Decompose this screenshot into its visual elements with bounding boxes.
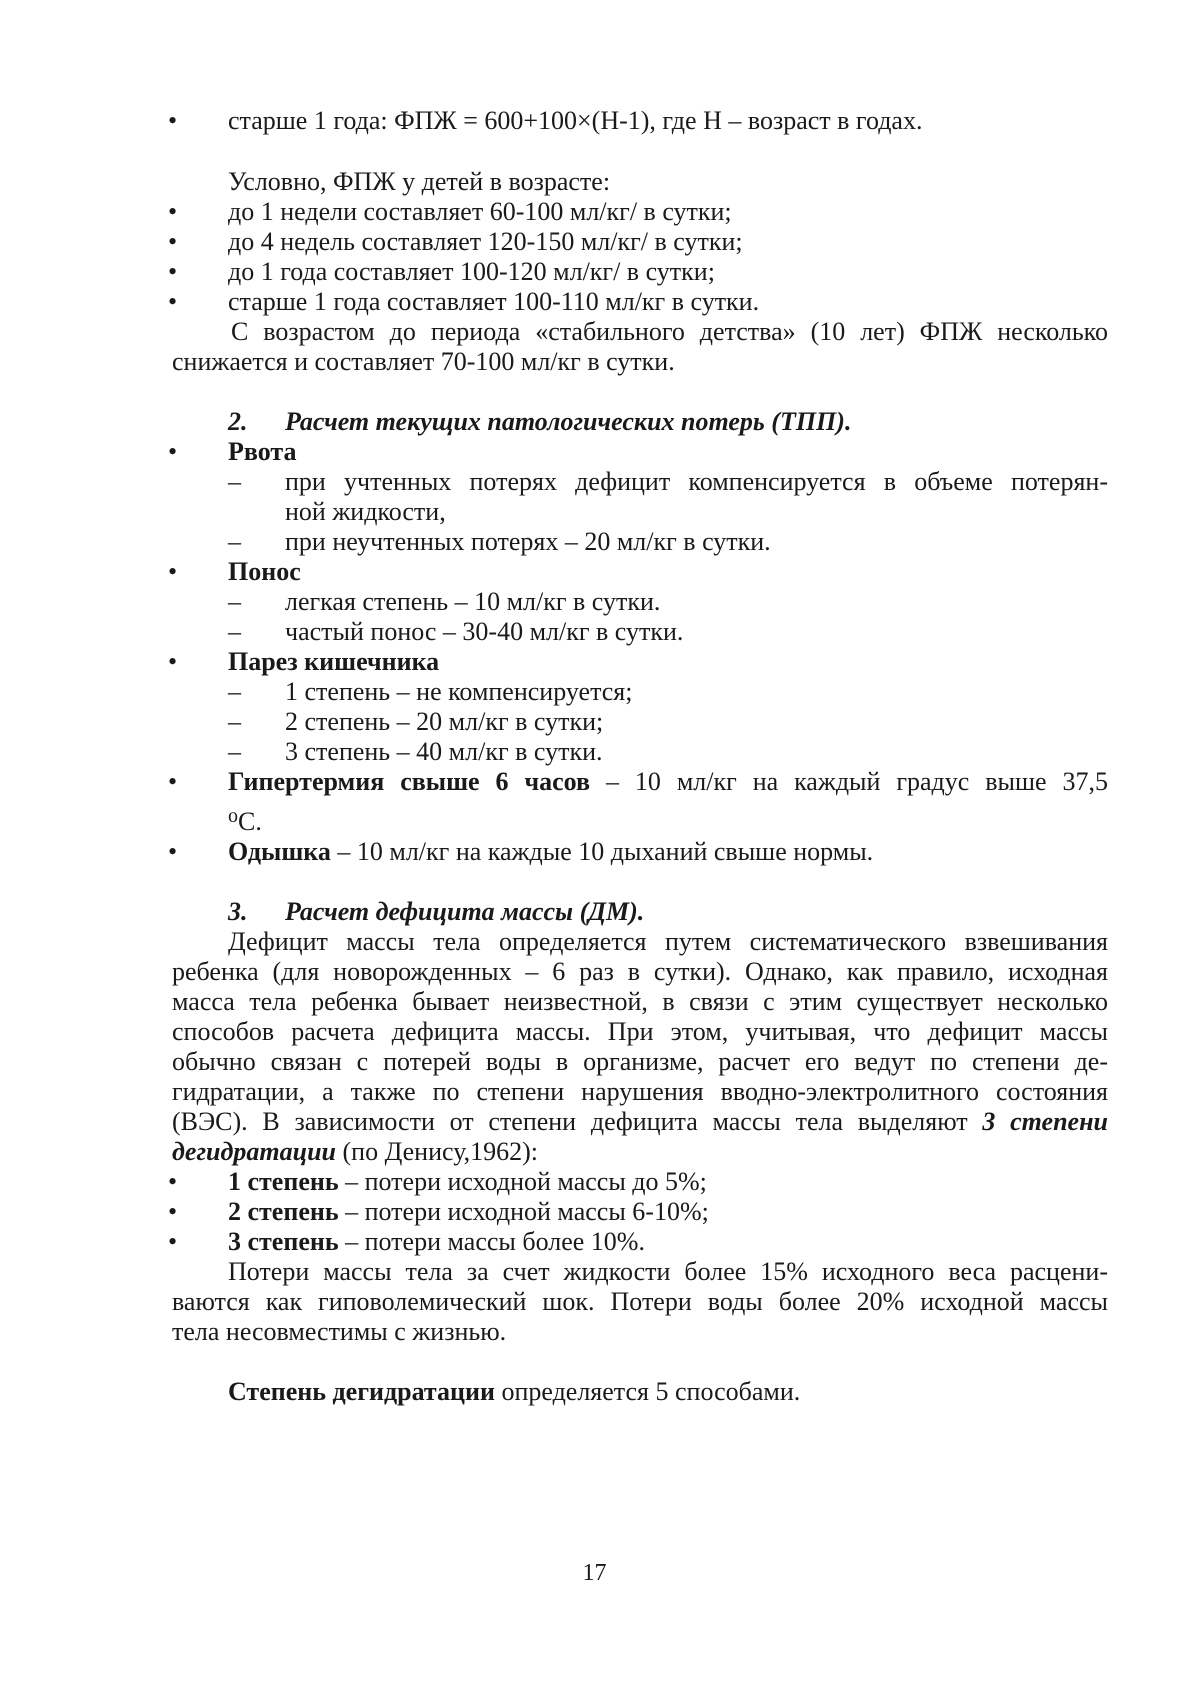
emphasis-text: дегидратации: [172, 1137, 336, 1166]
dash-icon: –: [228, 617, 241, 646]
loss-label: Парез кишечника: [228, 647, 440, 676]
degree-label: 1 степень: [228, 1167, 339, 1196]
sub-item-text: 2 степень – 20 мл/кг в сутки;: [285, 707, 604, 736]
paragraph-line: тела несовместимы с жизнью.: [172, 1317, 507, 1346]
bullet-icon: •: [168, 557, 178, 586]
loss-label: Гипертермия свыше 6 часов: [228, 767, 591, 796]
dash-icon: –: [228, 707, 241, 736]
bullet-icon: •: [168, 106, 178, 135]
bullet-icon: •: [168, 647, 178, 676]
paragraph-line: снижается и составляет 70-100 мл/кг в сутки.: [172, 347, 675, 376]
degree-unit: С.: [238, 807, 262, 836]
paragraph-text: Дефицит массы тела определяется путем систематического взвешивания: [228, 927, 1108, 956]
paragraph-text: гидратации, а также по степени нарушения вводно-электролитного состояния: [172, 1077, 1108, 1106]
section-number: 2.: [228, 407, 248, 436]
bullet-icon: •: [168, 197, 178, 226]
loss-label: Рвота: [228, 437, 297, 466]
dyspnea-text: [228, 836, 873, 868]
bullet-icon: •: [168, 227, 178, 256]
temperature-unit: [228, 800, 262, 838]
degree-label: 2 степень: [228, 1197, 339, 1226]
age-text: до 4 недель составляет 120-150 мл/кг/ в сутки;: [228, 227, 743, 256]
paragraph-line: [172, 1136, 538, 1168]
loss-description: – 10 мл/кг на каждые 10 дыханий свыше нормы.: [330, 837, 874, 866]
sub-item-text: 1 степень – не компенсируется;: [285, 677, 633, 706]
dash-icon: –: [228, 527, 241, 556]
dash-icon: –: [228, 677, 241, 706]
section-title: Расчет дефицита массы (ДМ).: [285, 897, 645, 926]
loss-description: – 10 мл/кг на каждый градус выше 37,5: [590, 767, 1108, 796]
sub-item-text: при неучтенных потерях – 20 мл/кг в сутки.: [285, 527, 771, 556]
paragraph-line: С возрастом до периода «стабильного детства» (10 лет) ФПЖ несколько: [231, 317, 1108, 346]
bullet-icon: •: [168, 837, 178, 866]
methods-label: Степень дегидратации: [228, 1377, 495, 1406]
paragraph-text: ребенка (для новорожденных – 6 раз в сутки). Однако, как правило, исходная: [172, 957, 1108, 986]
degree-label: 3 степень: [228, 1227, 339, 1256]
age-text: до 1 недели составляет 60-100 мл/кг/ в сутки;: [228, 197, 732, 226]
sub-item-text: 3 степень – 40 мл/кг в сутки.: [285, 737, 603, 766]
paragraph-text: [172, 1106, 1108, 1138]
emphasis-text: 3 степени: [982, 1107, 1108, 1136]
paragraph-text: Потери массы тела за счет жидкости более 15% исходного веса расцени-: [228, 1257, 1108, 1286]
dash-icon: –: [228, 737, 241, 766]
section-number: 3.: [228, 897, 248, 926]
degree-text: – потери исходной массы до 5%;: [338, 1167, 707, 1196]
dash-icon: –: [228, 467, 241, 496]
degree-text: – потери исходной массы 6-10%;: [338, 1197, 709, 1226]
paragraph-text: обычно связан с потерей воды в организме, расчет его ведут по степени де-: [172, 1047, 1108, 1076]
sub-item-text: ной жидкости,: [285, 497, 446, 526]
bullet-icon: •: [168, 437, 178, 466]
sub-item-text: легкая степень – 10 мл/кг в сутки.: [285, 587, 661, 616]
paragraph-text: ваются как гиповолемический шок. Потери воды более 20% исходной массы: [172, 1287, 1108, 1316]
sub-item-text: при учтенных потерях дефицит компенсируется в объеме потерян-: [285, 467, 1108, 496]
degree-text: – потери массы более 10%.: [338, 1227, 645, 1256]
degree-sup: о: [228, 805, 238, 827]
paragraph-run: (по Денису,1962):: [336, 1137, 538, 1166]
paragraph-run: (ВЭС). В зависимости от степени дефицита массы тела выделяют: [172, 1107, 983, 1136]
age-text: до 1 года составляет 100-120 мл/кг/ в сутки;: [228, 257, 715, 286]
methods-text: определяется 5 способами.: [494, 1377, 801, 1406]
methods-line: [228, 1376, 800, 1408]
bullet-icon: •: [168, 287, 178, 316]
age-text: старше 1 года составляет 100-110 мл/кг в сутки.: [228, 287, 760, 316]
paragraph-text: способов расчета дефицита массы. При этом, учитывая, что дефицит массы: [172, 1017, 1108, 1046]
sub-item-text: частый понос – 30-40 мл/кг в сутки.: [285, 617, 684, 646]
bullet-icon: •: [168, 1227, 178, 1256]
section-title: Расчет текущих патологических потерь (ТПП).: [285, 407, 852, 436]
bullet-icon: •: [168, 767, 178, 796]
formula-text: старше 1 года: ФПЖ = 600+100×(Н-1), где Н – возраст в годах.: [228, 106, 923, 135]
conditional-lead: Условно, ФПЖ у детей в возрасте:: [228, 167, 611, 196]
dash-icon: –: [228, 587, 241, 616]
bullet-icon: •: [168, 257, 178, 286]
page-number: 17: [582, 1560, 607, 1586]
paragraph-text: масса тела ребенка бывает неизвестной, в связи с этим существует несколько: [172, 987, 1108, 1016]
loss-label: Одышка: [228, 837, 331, 866]
bullet-icon: •: [168, 1197, 178, 1226]
hyperthermia-text: [228, 766, 1108, 798]
loss-label: Понос: [228, 557, 301, 586]
bullet-icon: •: [168, 1167, 178, 1196]
